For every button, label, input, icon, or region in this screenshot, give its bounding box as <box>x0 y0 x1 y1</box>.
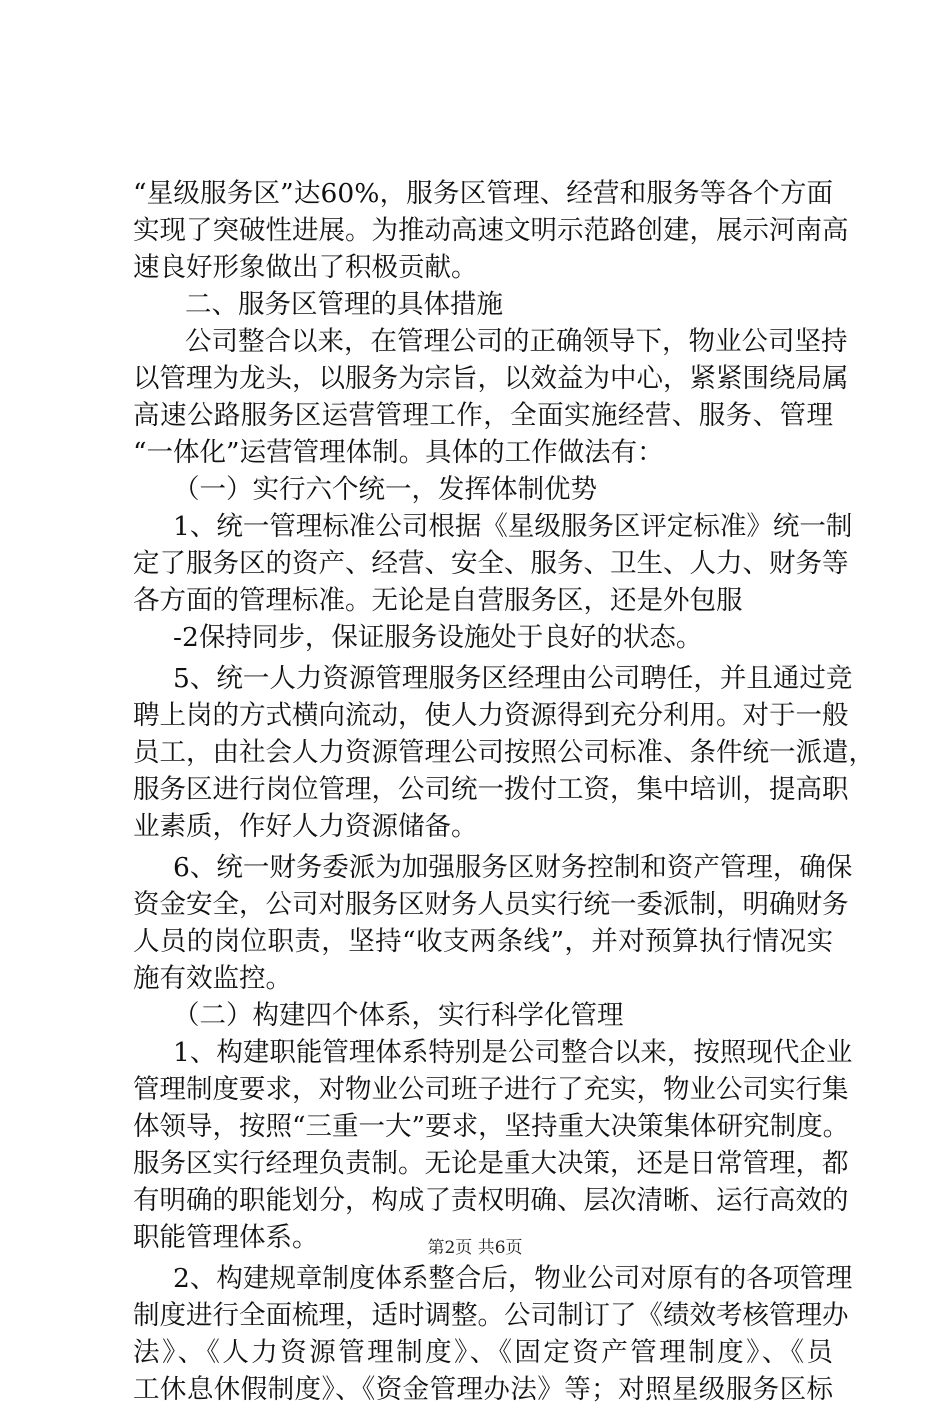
text-line: 工休息休假制度》、《资金管理办法》等；对照星级服务区标 <box>133 1374 833 1405</box>
text-line: 员工，由社会人力资源管理公司按照公司标准、条件统一派遣， <box>133 737 875 768</box>
subsection-heading: （二）构建四个体系，实行科学化管理 <box>173 1000 624 1031</box>
text-line: 高速公路服务区运营管理工作，全面实施经营、服务、管理 <box>133 400 833 431</box>
text-line: “一体化”运营管理体制。具体的工作做法有： <box>133 437 664 468</box>
text-line: 管理制度要求，对物业公司班子进行了充实，物业公司实行集 <box>133 1074 849 1105</box>
text-line: 6、统一财务委派为加强服务区财务控制和资产管理，确保 <box>173 852 853 883</box>
text-line: 施有效监控。 <box>133 963 292 994</box>
subsection-heading: （一）实行六个统一，发挥体制优势 <box>173 474 597 505</box>
text-line: 2、构建规章制度体系整合后，物业公司对原有的各项管理 <box>173 1263 853 1294</box>
text-line: 职能管理体系。 <box>133 1222 319 1253</box>
text-line: 定了服务区的资产、经营、安全、服务、卫生、人力、财务等 <box>133 548 849 579</box>
text-line: 速良好形象做出了积极贡献。 <box>133 252 478 283</box>
text-line: “星级服务区”达60%，服务区管理、经营和服务等各个方面 <box>133 178 833 209</box>
text-line: 公司整合以来，在管理公司的正确领导下，物业公司坚持 <box>185 326 848 357</box>
text-line: 5、统一人力资源管理服务区经理由公司聘任，并且通过竞 <box>173 663 853 694</box>
text-line: 1、统一管理标准公司根据《星级服务区评定标准》统一制 <box>173 511 853 542</box>
text-line: 制度进行全面梳理，适时调整。公司制订了《绩效考核管理办 <box>133 1300 849 1331</box>
page-number-footer: 第2页 共6页 <box>427 1238 523 1258</box>
text-line: 资金安全，公司对服务区财务人员实行统一委派制，明确财务 <box>133 889 849 920</box>
text-line: 聘上岗的方式横向流动，使人力资源得到充分利用。对于一般 <box>133 700 849 731</box>
text-line: 1、构建职能管理体系特别是公司整合以来，按照现代企业 <box>173 1037 853 1068</box>
section-heading: 二、服务区管理的具体措施 <box>185 289 503 320</box>
text-line: 各方面的管理标准。无论是自营服务区，还是外包服 <box>133 585 743 616</box>
text-line: 体领导，按照“三重一大”要求，坚持重大决策集体研究制度。 <box>133 1111 850 1142</box>
text-line: 以管理为龙头，以服务为宗旨，以效益为中心，紧紧围绕局属 <box>133 363 849 394</box>
text-line: 服务区实行经理负责制。无论是重大决策，还是日常管理，都 <box>133 1148 849 1179</box>
text-line: 服务区进行岗位管理，公司统一拨付工资，集中培训，提高职 <box>133 774 849 805</box>
text-line: 实现了突破性进展。为推动高速文明示范路创建，展示河南高 <box>133 215 849 246</box>
text-line: -2保持同步，保证服务设施处于良好的状态。 <box>173 622 703 653</box>
document-body <box>133 175 875 1408</box>
text-line: 法》、《人力资源管理制度》、《固定资产管理制度》、《员 <box>133 1337 833 1368</box>
text-line: 业素质，作好人力资源储备。 <box>133 811 478 842</box>
text-line: 有明确的职能划分，构成了责权明确、层次清晰、运行高效的 <box>133 1185 849 1216</box>
text-line: 人员的岗位职责，坚持“收支两条线”，并对预算执行情况实 <box>133 926 833 957</box>
